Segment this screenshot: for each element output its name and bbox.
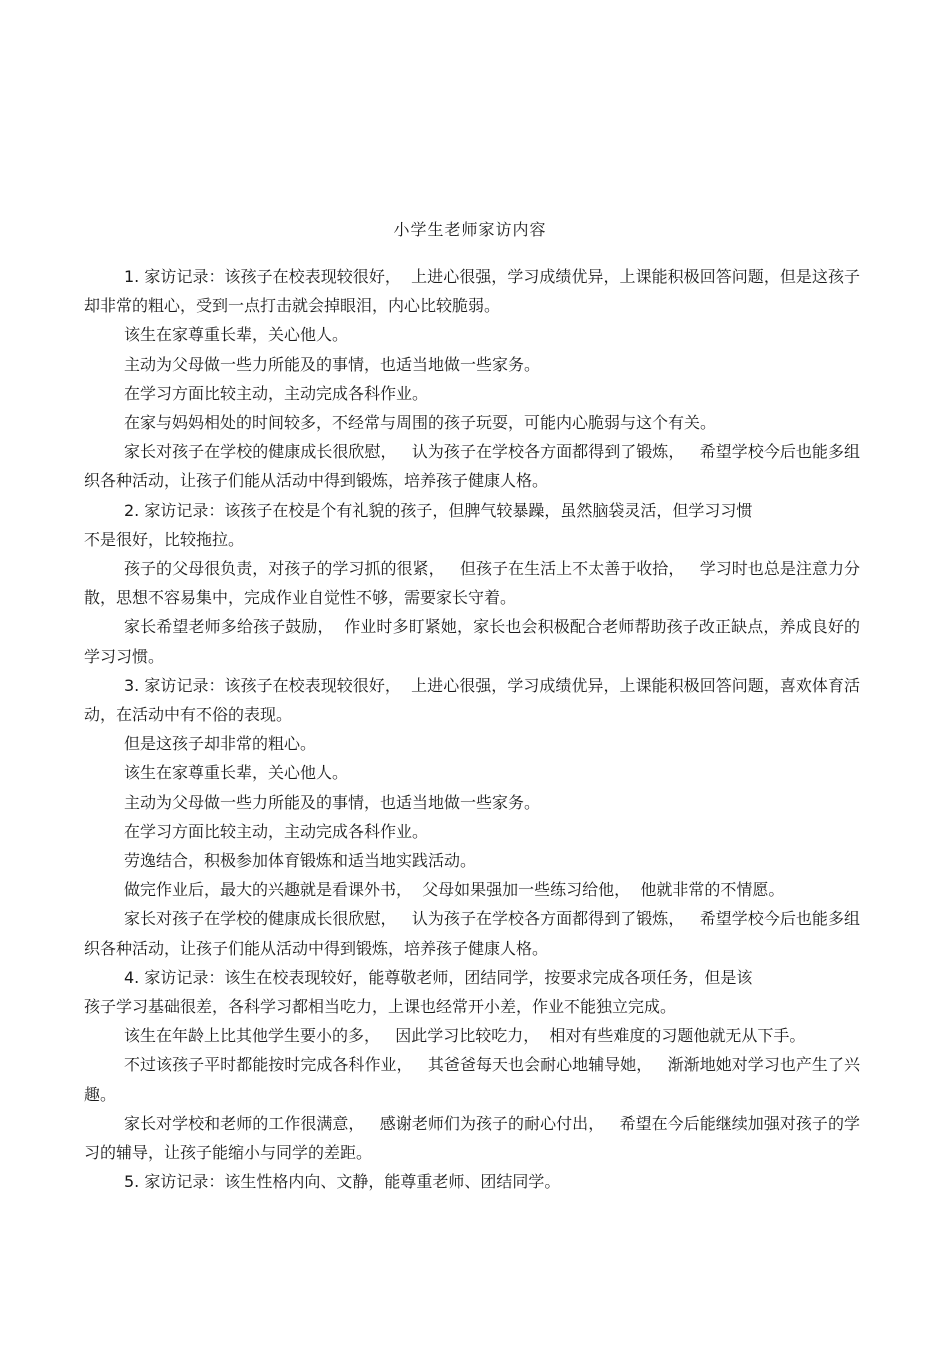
paragraph: 5. 家访记录：该生性格内向、文静，能尊重老师、团结同学。	[124, 1172, 561, 1192]
paragraph: 家长希望老师多给孩子鼓励， 作业时多盯紧她，家长也会积极配合老师帮助孩子改正缺点，养成良好的学习习惯。	[84, 617, 860, 666]
paragraph: 在学习方面比较主动，主动完成各科作业。	[124, 821, 429, 841]
paragraph: 家长对孩子在学校的健康成长很欣慰， 认为孩子在学校各方面都得到了锻炼， 希望学校今后也能多组织各种活动，让孩子们能从活动中得到锻炼，培养孩子健康人格。	[84, 442, 860, 491]
paragraph: 但是这孩子却非常的粗心。	[124, 734, 317, 754]
paragraph: 主动为父母做一些力所能及的事情，也适当地做一些家务。	[124, 354, 541, 374]
paragraph: 劳逸结合，积极参加体育锻炼和适当地实践活动。	[124, 851, 477, 871]
paragraph: 该生在家尊重长辈，关心他人。	[124, 325, 349, 345]
document-body	[84, 262, 860, 1197]
paragraph: 1. 家访记录：该孩子在校表现较很好， 上进心很强，学习成绩优异，上课能积极回答问题，但是这孩子却非常的粗心，受到一点打击就会掉眼泪，内心比较脆弱。	[84, 267, 860, 316]
paragraph: 家长对学校和老师的工作很满意， 感谢老师们为孩子的耐心付出， 希望在今后能继续加强对孩子的学习的辅导，让孩子能缩小与同学的差距。	[84, 1113, 860, 1163]
paragraph: 孩子的父母很负责，对孩子的学习抓的很紧， 但孩子在生活上不太善于收拾， 学习时也总是注意力分散，思想不容易集中，完成作业自觉性不够，需要家长守着。	[84, 559, 860, 608]
paragraph: 主动为父母做一些力所能及的事情，也适当地做一些家务。	[124, 792, 541, 812]
paragraph: 该生在家尊重长辈，关心他人。	[124, 763, 349, 783]
paragraph: 在学习方面比较主动，主动完成各科作业。	[124, 383, 429, 403]
paragraph: 4. 家访记录：该生在校表现较好，能尊敬老师，团结同学，按要求完成各项任务，但是该 孩子学习基础很差，各科学习都相当吃力，上课也经常开小差，作业不能独立完成。	[84, 967, 753, 1017]
document-title: 小学生老师家访内容	[393, 220, 547, 239]
paragraph: 家长对孩子在学校的健康成长很欣慰， 认为孩子在学校各方面都得到了锻炼， 希望学校今后也能多组织各种活动，让孩子们能从活动中得到锻炼，培养孩子健康人格。	[84, 909, 860, 958]
paragraph: 2. 家访记录：该孩子在校是个有礼貌的孩子，但脾气较暴躁，虽然脑袋灵活，但学习习惯 不是很好，比较拖拉。	[84, 500, 753, 549]
paragraph: 在家与妈妈相处的时间较多，不经常与周围的孩子玩耍，可能内心脆弱与这个有关。	[124, 413, 717, 433]
paragraph: 该生在年龄上比其他学生要小的多， 因此学习比较吃力， 相对有些难度的习题他就无从下手。	[124, 1026, 806, 1046]
paragraph: 3. 家访记录：该孩子在校表现较很好， 上进心很强，学习成绩优异，上课能积极回答问题，喜欢体育活动，在活动中有不俗的表现。	[84, 675, 860, 725]
paragraph: 不过该孩子平时都能按时完成各科作业， 其爸爸每天也会耐心地辅导她， 渐渐地她对学习也产生了兴趣。	[84, 1055, 860, 1104]
paragraph: 做完作业后，最大的兴趣就是看课外书， 父母如果强加一些练习给他， 他就非常的不情愿。	[124, 880, 785, 900]
